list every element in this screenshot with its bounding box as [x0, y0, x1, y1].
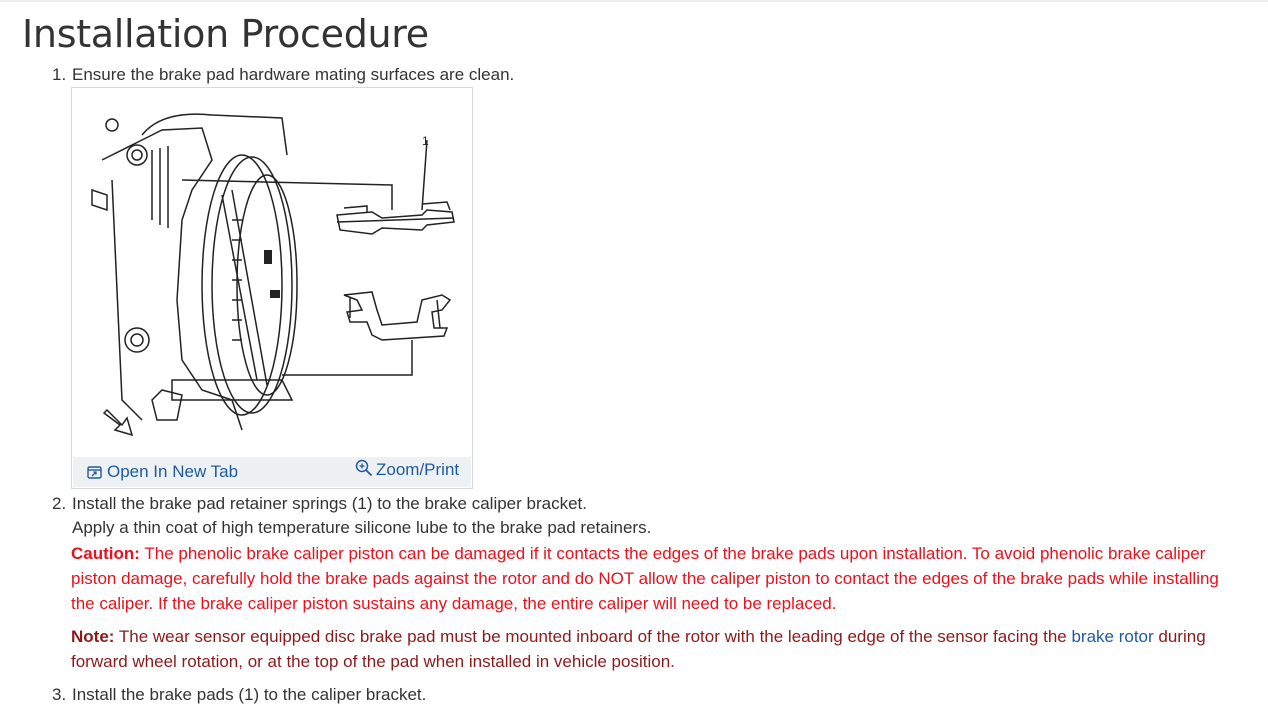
note-text-before: The wear sensor equipped disc brake pad must be mounted inboard of the rotor with the leading edge of the sensor facing the: [114, 627, 1072, 646]
step-subtext: Apply a thin coat of high temperature silicone lube to the brake pad retainers.: [72, 518, 652, 537]
open-new-tab-icon: [87, 466, 102, 479]
caution-text: The phenolic brake caliper piston can be damaged if it contacts the edges of the brake pads upon installation. To avoid phenolic brake caliper piston damage, carefully hold the brake pads against the rotor and do NOT allow the caliper piston to contact the edges of the brake pads while installing the caliper. If the brake caliper piston sustains any damage, the entire caliper will need to be replaced.: [71, 544, 1219, 613]
note-text-after: during forward wheel rotation, or at the top of the pad when installed in vehicle position.: [71, 627, 1206, 671]
figure-container: [71, 87, 473, 489]
open-in-new-tab-label: Open In New Tab: [107, 462, 239, 481]
step-text: Ensure the brake pad hardware mating surfaces are clean.: [72, 65, 515, 84]
brake-rotor-link[interactable]: brake rotor: [1071, 627, 1154, 646]
zoom-print-link[interactable]: [355, 458, 459, 478]
step-text: Install the brake pad retainer springs (1) to the brake caliper bracket.: [72, 494, 587, 513]
figure-callout: 1: [422, 134, 429, 148]
caution-box: [71, 541, 1221, 616]
step-number: 3.: [52, 685, 67, 704]
open-in-new-tab-link[interactable]: [87, 462, 238, 482]
step-number: 1.: [52, 65, 67, 84]
figure-toolbar: [73, 457, 471, 487]
zoom-print-label: Zoom/Print: [376, 460, 460, 479]
page-title: Installation Procedure: [22, 12, 429, 56]
note-label: Note:: [71, 627, 115, 646]
step-text: Install the brake pads (1) to the caliper bracket.: [72, 685, 427, 704]
step-number: 2.: [52, 494, 67, 513]
zoom-icon: [355, 459, 373, 477]
caution-label: Caution:: [71, 544, 140, 563]
top-divider: [0, 0, 1268, 2]
brake-hardware-illustration: [82, 100, 462, 440]
note-box: [71, 624, 1221, 674]
